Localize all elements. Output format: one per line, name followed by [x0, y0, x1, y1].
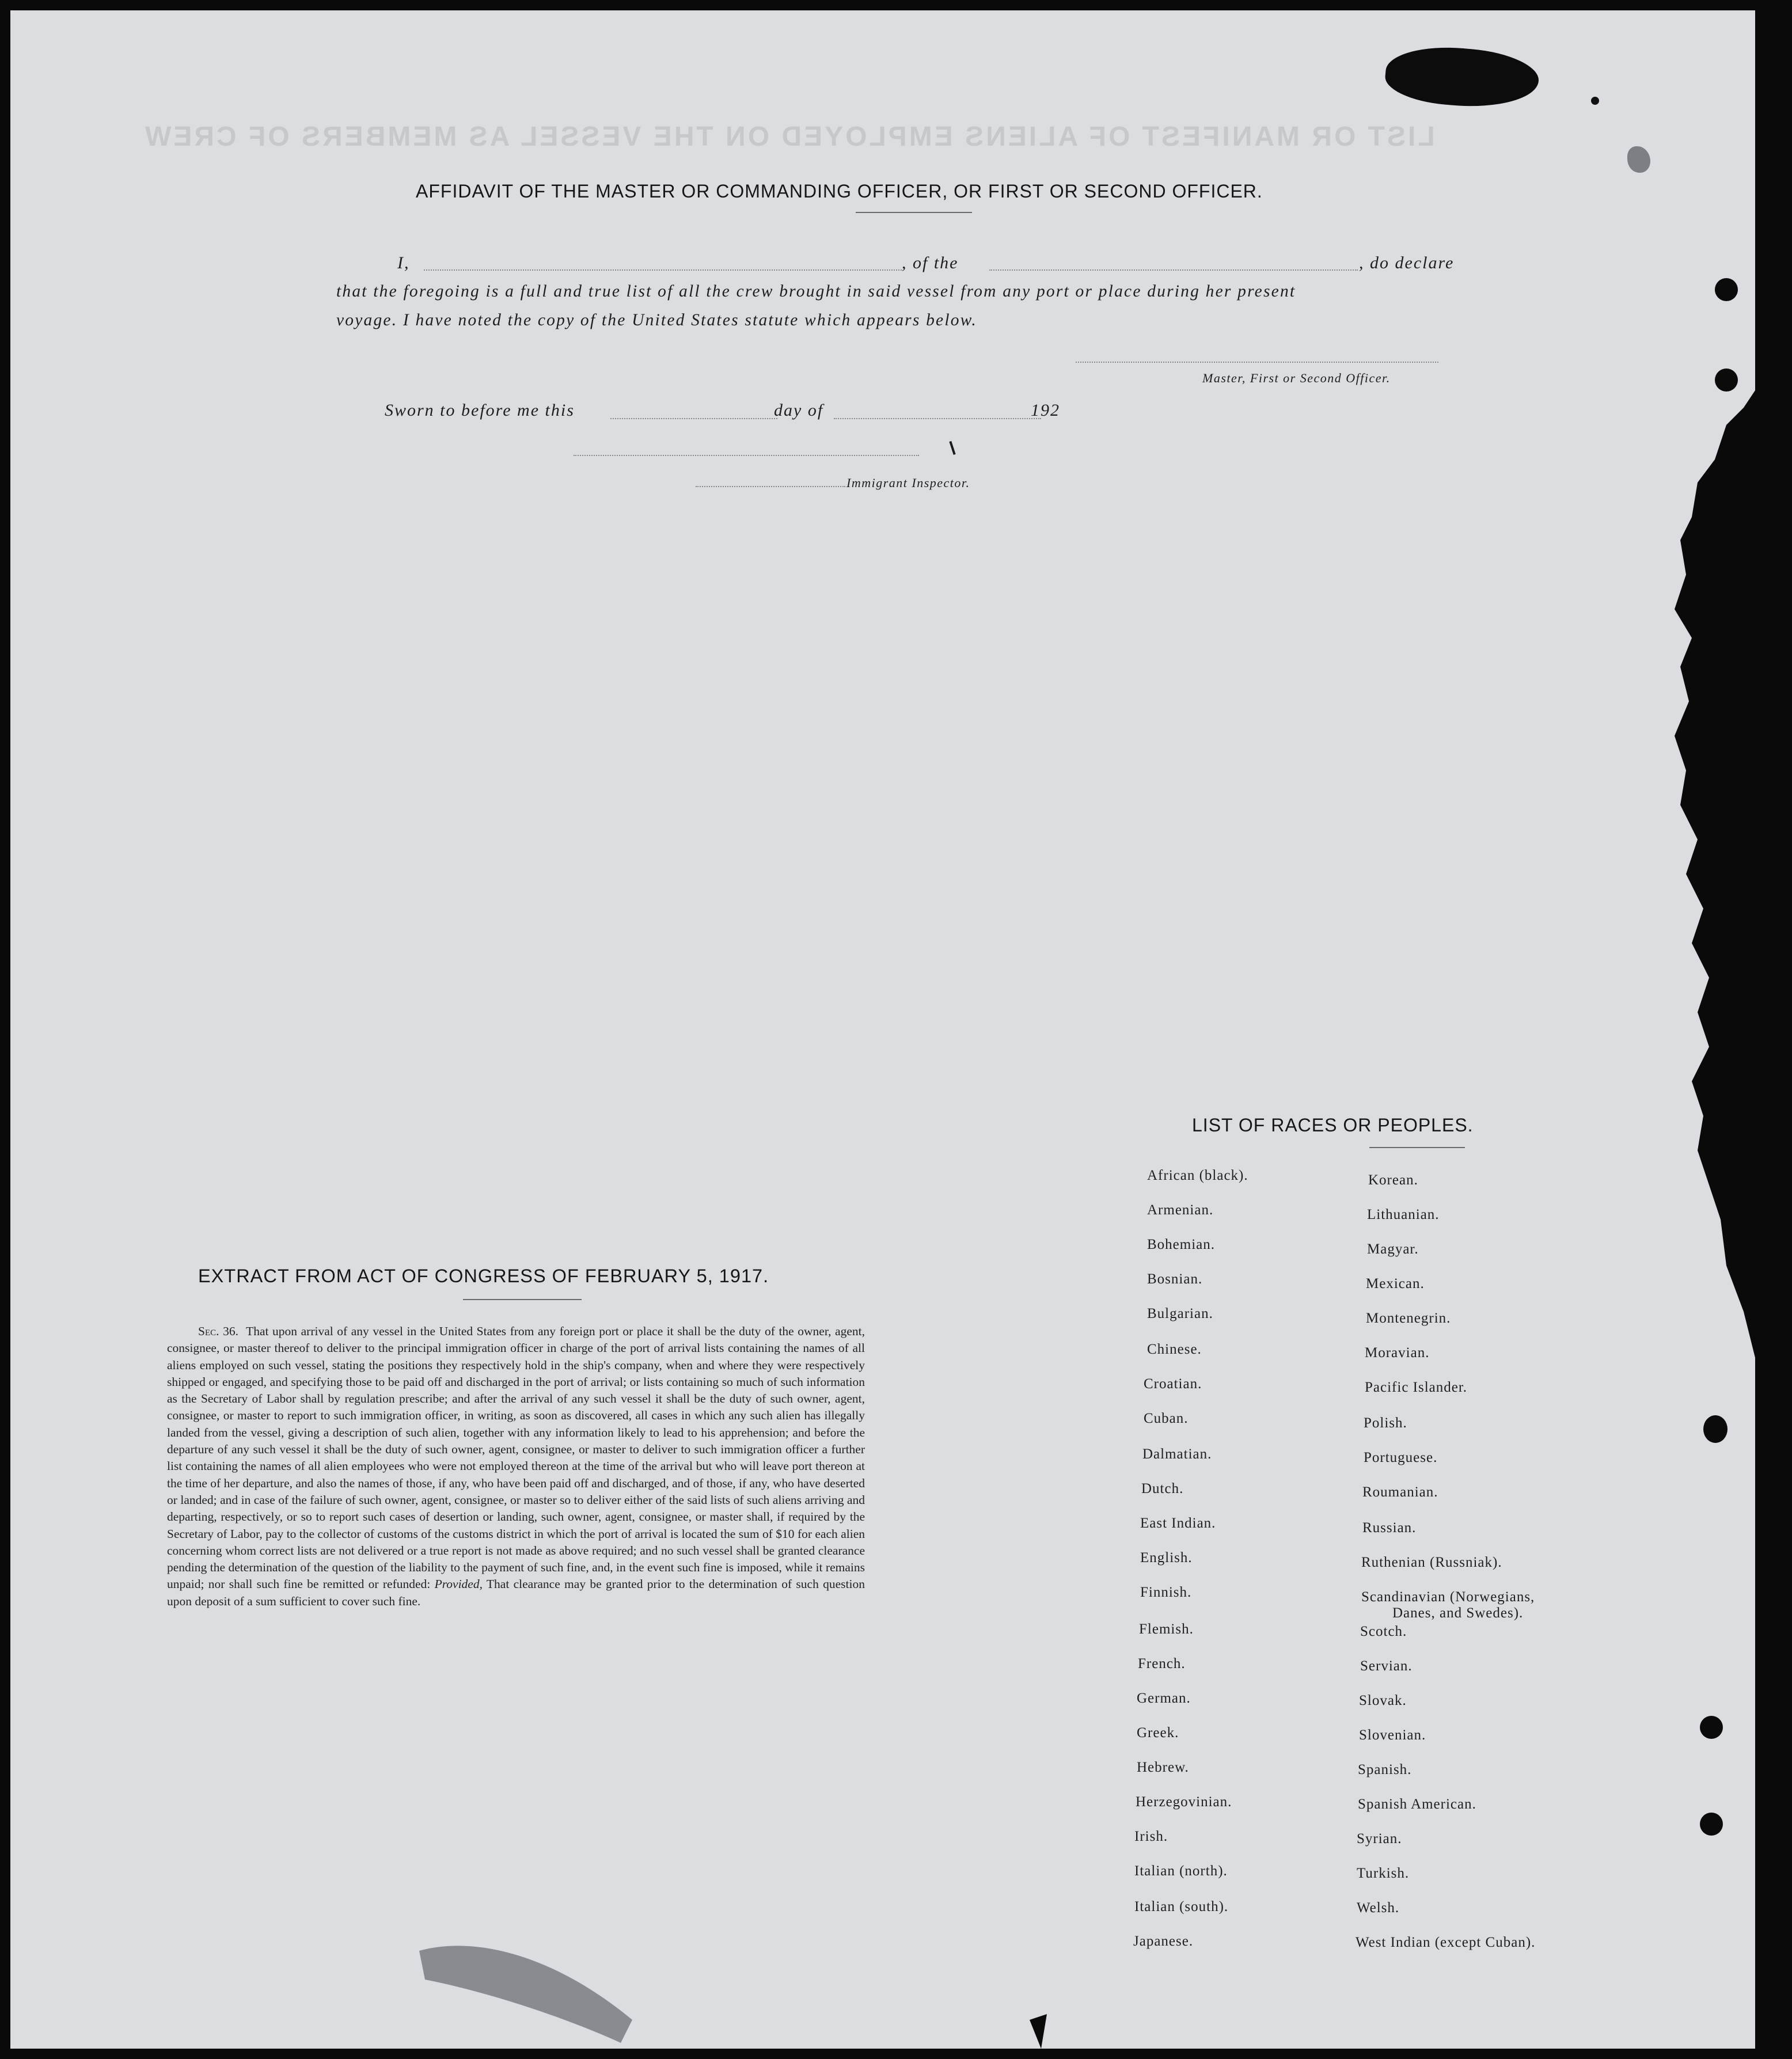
- vessel-blank-line: [989, 269, 1358, 271]
- statute-text: [167, 1323, 865, 1610]
- race-item: Bulgarian.: [1147, 1306, 1213, 1321]
- race-item: African (black).: [1147, 1168, 1248, 1183]
- race-item: Finnish.: [1140, 1585, 1192, 1600]
- race-item: Mexican.: [1366, 1276, 1425, 1291]
- sworn-text: Sworn to before me this: [385, 401, 575, 420]
- extract-title: EXTRACT FROM ACT OF CONGRESS OF FEBRUARY 5, 1917.: [198, 1266, 769, 1286]
- day-of-text: day of: [774, 401, 824, 420]
- provided-word: Provided,: [434, 1577, 483, 1591]
- section-label: Sec. 36.: [198, 1324, 238, 1338]
- race-item: Armenian.: [1147, 1202, 1214, 1218]
- extract-title-rule: [463, 1299, 582, 1300]
- ink-blot: [1383, 42, 1541, 113]
- race-item: Herzegovinian.: [1136, 1794, 1232, 1810]
- torn-corner: [1627, 146, 1650, 173]
- affidavit-do-declare: , do declare: [1359, 253, 1455, 272]
- race-item: Croatian.: [1144, 1376, 1202, 1392]
- inspector-underline: [696, 486, 845, 487]
- race-item: Italian (north).: [1134, 1863, 1228, 1879]
- sworn-month-line: [834, 418, 1041, 419]
- inspector-caption: Immigrant Inspector.: [846, 476, 970, 490]
- punch-hole: [1715, 369, 1738, 392]
- affidavit-title-rule: [856, 212, 972, 213]
- race-item: Scotch.: [1360, 1624, 1407, 1639]
- race-item: Danes, and Swedes).: [1392, 1605, 1524, 1621]
- race-item: Russian.: [1362, 1520, 1417, 1536]
- race-item: West Indian (except Cuban).: [1356, 1935, 1536, 1950]
- race-item: Spanish.: [1358, 1762, 1412, 1777]
- race-item: Italian (south).: [1134, 1899, 1229, 1914]
- race-item: East Indian.: [1140, 1515, 1216, 1531]
- race-item: Flemish.: [1139, 1621, 1194, 1637]
- race-item: Dalmatian.: [1142, 1446, 1212, 1462]
- race-item: Pacific Islander.: [1365, 1380, 1468, 1395]
- pen-mark: [949, 441, 955, 455]
- race-item: Bosnian.: [1147, 1271, 1203, 1287]
- punch-hole: [1715, 278, 1738, 301]
- ink-speck: [1591, 97, 1599, 105]
- races-title-rule: [1369, 1147, 1465, 1148]
- race-item: Moravian.: [1365, 1345, 1430, 1361]
- races-title: LIST OF RACES OR PEOPLES.: [1192, 1115, 1474, 1135]
- name-blank-line: [424, 269, 902, 271]
- race-item: Slovak.: [1359, 1693, 1407, 1708]
- affidavit-line-2: that the foregoing is a full and true list of all the crew brought in said vessel from any port or place during her present: [336, 282, 1296, 301]
- race-item: Roumanian.: [1362, 1484, 1438, 1500]
- race-item: Portuguese.: [1364, 1450, 1438, 1465]
- year-prefix: 192: [1031, 401, 1060, 420]
- race-item: Bohemian.: [1147, 1237, 1216, 1252]
- affidavit-of-the: , of the: [902, 253, 959, 272]
- sworn-day-line: [610, 418, 777, 419]
- race-item: Spanish American.: [1358, 1796, 1476, 1812]
- race-item: Lithuanian.: [1367, 1207, 1440, 1222]
- race-item: Servian.: [1360, 1658, 1413, 1674]
- master-signature-line: [1076, 362, 1438, 363]
- statute-body-part1: That upon arrival of any vessel in the United States from any foreign port or place it shall be the duty of the owner, agent, consignee, or master thereof to deliver to the principal immigration officer in charge of the port of arrival lists containing the names of all aliens employed on such vessel, stating the positions they respectively hold in the ship's company, when and where they were respectively shipped or engaged, and specifying those to be paid off and discharged in the port of arrival; or lists containing so much of such information as the Secretary of Labor shall by regulation prescribe; and after the arrival of any such vessel it shall be the duty of such owner, agent, consignee, or master to report to such immigration officer, in writing, as soon as discovered, all cases in which any such alien has illegally landed from the vessel, giving a description of such alien, together with any information likely to lead to his apprehension; and before the departure of any such vessel it shall be the duty of such owner, agent, consignee, or master to deliver to such immigration officer a further list containing the names of all alien employees who were not employed thereon at the time of the arrival but who will leave port thereon at the time of her departure, and also the names of those, if any, who have been paid off and discharged, and of those, if any, who have deserted or landed; and in case of the failure of such owner, agent, consignee, or master so to deliver either of the said lists of such aliens arriving and departing, respectively, or so to report such cases of desertion or landing, such owner, agent, consignee, or master shall, if required by the Secretary of Labor, pay to the collector of customs of the customs district in which the port of arrival is located the sum of $10 for each alien concerning whom correct lists are not delivered or a true report is not made as above required; and no such vessel shall be granted clearance pending the determination of the question of the liability to the payment of such fine, and, in the event such fine is imposed, while it remains unpaid; nor shall such fine be remitted or refunded:: [167, 1324, 865, 1591]
- race-item: Welsh.: [1357, 1900, 1400, 1916]
- race-item: Chinese.: [1147, 1342, 1202, 1357]
- race-item: Syrian.: [1357, 1831, 1402, 1847]
- inspector-signature-line: [574, 455, 919, 456]
- race-item: Korean.: [1368, 1172, 1418, 1188]
- bleed-through-header: LIST OR MANIFEST OF ALIENS EMPLOYED ON THE VESSEL AS MEMBERS OF CREW: [143, 121, 1435, 152]
- race-item: French.: [1138, 1656, 1186, 1671]
- race-item: Ruthenian (Russniak).: [1361, 1555, 1502, 1570]
- race-item: Magyar.: [1367, 1241, 1419, 1257]
- race-item: Dutch.: [1141, 1481, 1184, 1496]
- torn-right-edge: [1657, 390, 1755, 1818]
- master-caption: Master, First or Second Officer.: [1202, 371, 1391, 385]
- statute-body-part2: That clearance may be granted prior to the determination of such question upon deposit of a sum sufficient to cover such fine.: [167, 1577, 865, 1608]
- race-item: Greek.: [1137, 1725, 1179, 1741]
- affidavit-line-3: voyage. I have noted the copy of the United States statute which appears below.: [336, 311, 977, 329]
- race-item: Japanese.: [1133, 1933, 1194, 1949]
- race-item: Polish.: [1364, 1415, 1407, 1431]
- race-item: Cuban.: [1144, 1411, 1189, 1426]
- race-item: English.: [1140, 1550, 1193, 1566]
- race-item: Turkish.: [1357, 1866, 1410, 1881]
- race-item: Hebrew.: [1137, 1760, 1189, 1775]
- affidavit-title: AFFIDAVIT OF THE MASTER OR COMMANDING OFFICER, OR FIRST OR SECOND OFFICER.: [416, 181, 1263, 202]
- race-item: Slovenian.: [1359, 1727, 1426, 1743]
- document-page: [10, 10, 1755, 2049]
- affidavit-i: I,: [397, 253, 410, 272]
- race-item: Irish.: [1134, 1829, 1168, 1844]
- race-item: Montenegrin.: [1366, 1310, 1451, 1326]
- race-item: Scandinavian (Norwegians,: [1361, 1589, 1535, 1605]
- race-item: German.: [1137, 1690, 1191, 1706]
- bottom-tear: [10, 1928, 1755, 2049]
